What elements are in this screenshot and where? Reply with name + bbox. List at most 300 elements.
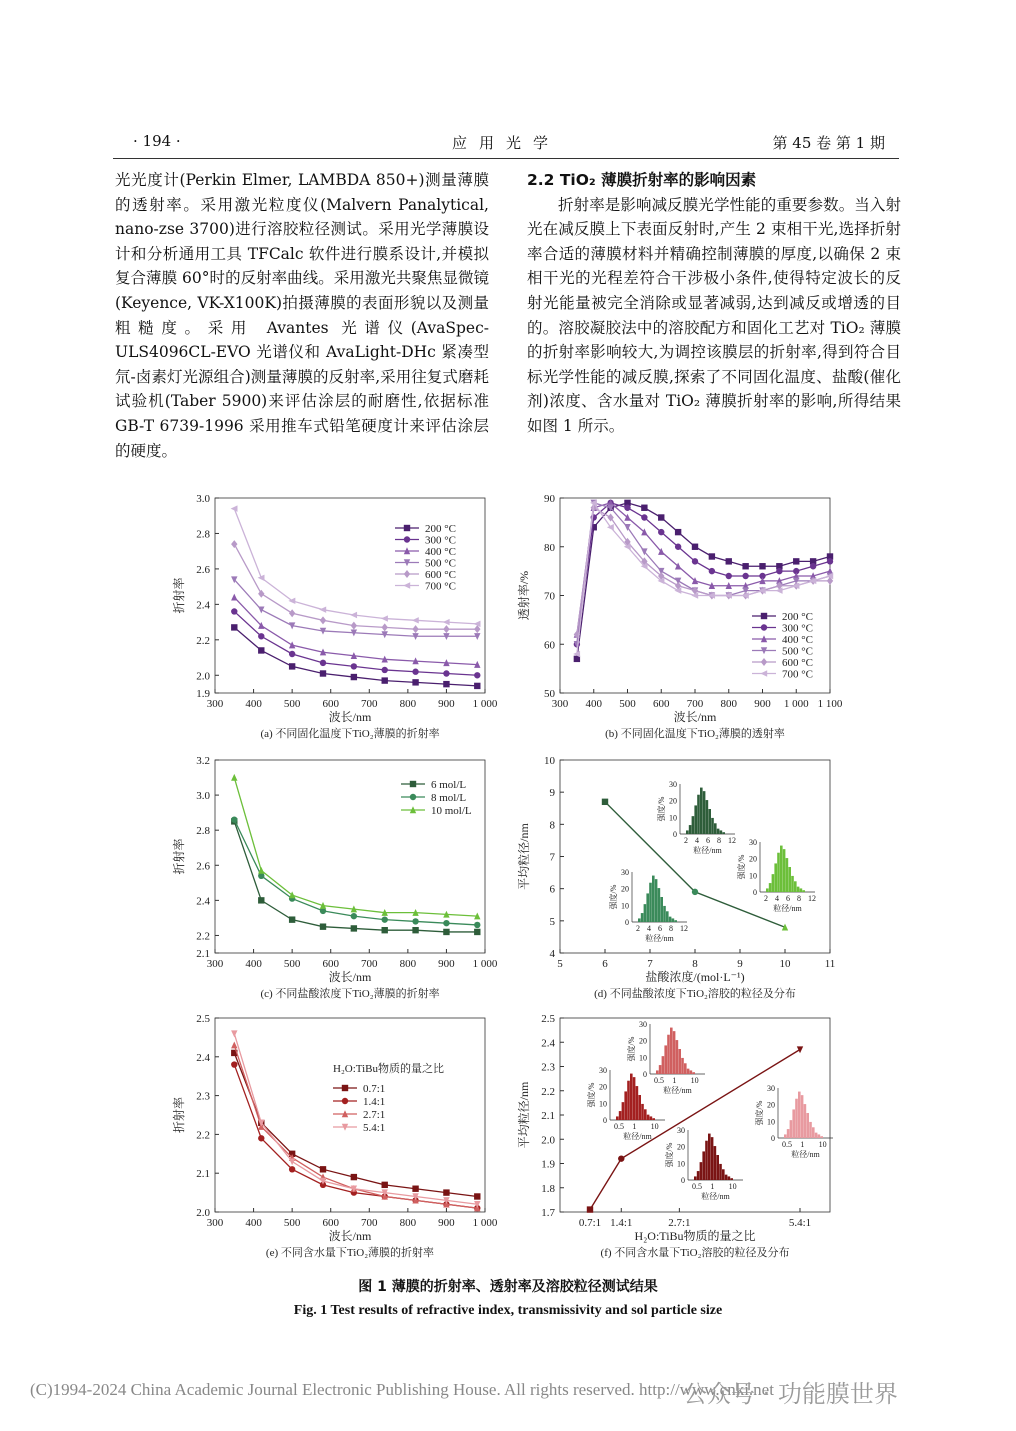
- data-point: [474, 922, 480, 928]
- inset-y-tick: 20: [639, 1036, 647, 1046]
- y-tick-label: 3.0: [196, 493, 210, 505]
- y-tick-label: 4: [549, 948, 555, 960]
- data-point: [641, 514, 647, 520]
- histogram-bar: [636, 1086, 639, 1120]
- data-point: [289, 663, 295, 669]
- x-tick-label: 300: [551, 698, 569, 710]
- chart-c: [171, 755, 498, 1000]
- chart-caption: (c) 不同盐酸浓度下TiO₂薄膜的折射率: [260, 988, 440, 1000]
- inset-x-label: 粒径/nm: [623, 1132, 652, 1141]
- data-point: [412, 927, 418, 933]
- data-point: [231, 624, 237, 630]
- x-tick-label: 7: [647, 958, 653, 970]
- inset-y-tick: 0: [753, 888, 757, 897]
- x-axis-label: H₂O:TiBu物质的量之比: [634, 1229, 756, 1243]
- y-tick-label: 3.0: [196, 790, 210, 803]
- x-axis-label: 盐酸浓度/(mol·L⁻¹): [645, 970, 745, 984]
- y-tick-label: 80: [544, 541, 555, 554]
- histogram-bar: [644, 904, 647, 922]
- data-point: [231, 1061, 237, 1067]
- inset-x-tick: 1: [800, 1140, 805, 1149]
- legend-marker: [761, 613, 767, 619]
- histogram-bar: [652, 876, 655, 922]
- legend-label: 5.4:1: [363, 1122, 386, 1134]
- histogram-bar: [711, 1137, 714, 1180]
- histogram-bar: [644, 1109, 647, 1120]
- chart-d: [516, 755, 835, 1000]
- histogram-bar: [730, 1178, 733, 1180]
- y-tick-label: 2.2: [196, 1129, 210, 1142]
- x-tick-label: 600: [322, 1217, 339, 1229]
- legend-label: 0.7:1: [363, 1083, 386, 1095]
- inset-x-label: 粒径/nm: [663, 1086, 692, 1095]
- legend-label: 1.4:1: [363, 1096, 386, 1108]
- data-point: [231, 774, 237, 781]
- data-point: [382, 667, 388, 673]
- y-tick-label: 2.4: [196, 599, 210, 612]
- chart-e: [171, 1013, 498, 1259]
- histogram-bar: [669, 917, 672, 922]
- x-tick-label: 5.4:1: [788, 1217, 812, 1229]
- inset-x-tick: 8: [669, 924, 673, 933]
- histogram-bar: [684, 1063, 687, 1074]
- inset-x-tick: 0.5: [692, 1182, 702, 1191]
- data-point: [320, 1166, 326, 1172]
- data-point: [289, 609, 295, 617]
- histogram-bar: [725, 1175, 728, 1180]
- inset-x-tick: 12: [808, 894, 816, 903]
- data-point: [692, 889, 698, 895]
- x-tick-label: 0.7:1: [578, 1217, 602, 1229]
- histogram-bar: [802, 890, 805, 892]
- x-tick-label: 1 000: [783, 698, 809, 710]
- data-point: [474, 683, 480, 689]
- legend-label: 200 °C: [425, 523, 456, 535]
- histogram-bar: [722, 832, 725, 834]
- y-tick-label: 6: [549, 883, 555, 896]
- x-tick-label: 900: [438, 958, 455, 970]
- x-tick-label: 9: [737, 958, 743, 970]
- data-point: [474, 1193, 480, 1199]
- data-point: [351, 925, 357, 931]
- data-point: [350, 612, 357, 618]
- legend-label: 2.7:1: [363, 1109, 386, 1121]
- histogram-bar: [774, 863, 777, 892]
- data-point: [231, 1030, 237, 1037]
- inset-y-label: 强度/%: [737, 854, 746, 880]
- legend-label: 600 °C: [425, 569, 456, 581]
- data-point: [382, 1182, 388, 1188]
- data-point: [258, 647, 264, 653]
- figure-caption-cn: 图 1 薄膜的折射率、透射率及溶胶粒径测试结果: [358, 1279, 658, 1295]
- data-point: [351, 622, 357, 630]
- data-point: [289, 891, 295, 898]
- inset-x-tick: 8: [797, 894, 801, 903]
- histogram-bar: [815, 1133, 818, 1138]
- chart-caption: (b) 不同固化温度下TiO₂薄膜的透射率: [605, 728, 785, 740]
- histogram-bar: [663, 906, 666, 922]
- x-tick-label: 400: [245, 1217, 262, 1229]
- data-point: [351, 663, 357, 669]
- inset-y-tick: 0: [603, 1116, 607, 1125]
- y-tick-label: 1.9: [541, 1158, 555, 1171]
- y-tick-label: 2.2: [541, 1085, 555, 1098]
- data-point: [797, 1046, 803, 1053]
- histogram-bar: [647, 1115, 650, 1120]
- y-tick-label: 7: [549, 851, 555, 864]
- y-tick-label: 2.0: [541, 1134, 555, 1147]
- data-point: [618, 1155, 624, 1161]
- data-point: [709, 568, 715, 574]
- legend-label: 700 °C: [782, 668, 813, 681]
- inset-x-label: 粒径/nm: [693, 846, 722, 855]
- histogram-bar: [692, 1072, 695, 1074]
- copyright-footer: (C)1994-2024 China Academic Journal Electronic Publishing House. All rights reserved. http://www.cnki.net: [30, 1380, 774, 1399]
- histogram-bar: [616, 1116, 619, 1120]
- histogram-bar: [769, 883, 772, 892]
- histogram-bar: [708, 1134, 711, 1180]
- histogram-bar: [717, 829, 720, 834]
- data-point: [258, 897, 264, 903]
- data-point: [675, 529, 681, 535]
- histogram-inset: [736, 838, 816, 913]
- data-point: [607, 524, 614, 530]
- data-point: [412, 617, 419, 623]
- histogram-bar: [780, 846, 783, 892]
- inset-y-tick: 10: [677, 1159, 685, 1169]
- data-point: [289, 1158, 295, 1165]
- histogram-inset: [664, 1126, 743, 1201]
- inset-y-tick: 30: [669, 780, 677, 789]
- inset-x-tick: 2: [684, 836, 688, 845]
- y-tick-label: 2.4: [541, 1037, 555, 1050]
- histogram-bar: [649, 883, 652, 922]
- legend-label: 600 °C: [782, 657, 813, 669]
- x-tick-label: 1 000: [472, 1217, 498, 1229]
- legend-marker: [404, 536, 410, 542]
- data-point: [231, 816, 237, 822]
- legend-title: H₂O:TiBu物质的量之比: [333, 1063, 445, 1075]
- data-point: [658, 529, 664, 535]
- histogram-bar: [812, 1127, 815, 1138]
- inset-x-label: 粒径/nm: [701, 1192, 730, 1201]
- x-tick-label: 1.4:1: [610, 1217, 633, 1229]
- histogram-bar: [705, 1141, 708, 1180]
- histogram-bar: [784, 1134, 787, 1138]
- x-tick-label: 400: [585, 698, 602, 710]
- inset-x-tick: 4: [695, 836, 699, 845]
- histogram-bar: [792, 1109, 795, 1138]
- inset-x-tick: 0.5: [614, 1122, 624, 1131]
- right-paragraph: 折射率是影响减反膜光学性能的重要参数。当入射光在减反膜上下表面反射时,产生 2 束相干光,选择折射率合适的薄膜材料并精确控制薄膜的厚度,以确保 2 束相干光的光程差符合干涉极小条件,使得特定波长的反射光能量被完全消除或显著减弱,达到减反或增透的目的。溶胶凝胶法中的溶胶配方和固化工艺对 TiO₂ 薄膜的折射率影响较大,为调控该膜层的折射率,得到符合目标光学性能的减反膜,探索了不同固化温度、盐酸(催化剂)浓度、含水量对 TiO₂ 薄膜折射率的影响,所得结果如图 1 所示。: [527, 195, 901, 435]
- page-number: · 194 ·: [133, 132, 181, 150]
- chart-caption: (e) 不同含水量下TiO₂薄膜的折射率: [265, 1247, 435, 1259]
- histogram-bar: [655, 879, 658, 922]
- inset-x-tick: 2: [764, 894, 768, 903]
- legend-label: 6 mol/L: [431, 779, 467, 791]
- inset-y-tick: 0: [681, 1176, 685, 1185]
- data-point: [443, 681, 449, 687]
- histogram-bar: [766, 888, 769, 892]
- histogram-bar: [674, 920, 677, 922]
- page-header: [113, 130, 899, 154]
- inset-y-tick: 20: [767, 1100, 775, 1110]
- histogram-bar: [670, 1028, 673, 1074]
- legend-marker: [410, 794, 416, 800]
- y-tick-label: 2.3: [196, 1090, 210, 1103]
- y-tick-label: 2.2: [196, 634, 210, 647]
- histogram-bar: [656, 1070, 659, 1074]
- histogram-inset: [608, 868, 688, 943]
- data-point: [474, 672, 480, 678]
- inset-y-tick: 10: [767, 1117, 775, 1127]
- x-tick-label: 300: [206, 698, 224, 710]
- histogram-bar: [662, 1056, 665, 1074]
- data-point: [587, 1206, 593, 1212]
- histogram-bar: [667, 1035, 670, 1074]
- x-tick-label: 600: [322, 698, 339, 710]
- histogram-bar: [630, 1074, 633, 1120]
- histogram-bar: [791, 876, 794, 892]
- y-tick-label: 2.5: [196, 1013, 210, 1025]
- legend-label: 400 °C: [425, 546, 456, 558]
- inset-x-tick: 6: [786, 894, 790, 903]
- histogram-bar: [633, 1077, 636, 1120]
- inset-x-tick: 1: [632, 1122, 637, 1131]
- x-tick-label: 900: [438, 698, 455, 710]
- legend-marker: [760, 670, 767, 676]
- legend-marker: [342, 1098, 348, 1104]
- histogram-bar: [722, 1169, 725, 1180]
- x-tick-label: 800: [399, 958, 417, 970]
- inset-x-tick: 10: [818, 1140, 827, 1149]
- histogram-bar: [787, 1129, 790, 1138]
- inset-x-tick: 12: [680, 924, 688, 933]
- data-point: [443, 929, 449, 935]
- right-column: [527, 168, 901, 439]
- x-tick-label: 500: [283, 698, 301, 710]
- left-paragraph: 光光度计(Perkin Elmer, LAMBDA 850+)测量薄膜的透射率。采用激光粒度仪(Malvern Panalytical, nano-zse 3700)进行溶胶粒径测试。采用光学薄膜设计和分析通用工具 TFCalc 软件进行膜系设计,并模拟复合薄膜 60°时的反射率曲线。采用激光共聚焦显微镜(Keyence, VK-X100K)拍摄薄膜的表面形貌以及测量粗糙度。采用 Avantes 光谱仪(AvaSpec-ULS4096CL-EVO 光谱仪和 AvaLight-DHc 紧凑型氘-卤素灯光源组合)测量薄膜的反射率,采用往复式磨耗试验机(Taber 5900)来评估涂层的耐磨性,依据标准 GB-T 6739-1996 采用推车式铅笔硬度计来评估涂层的硬度。: [115, 171, 489, 460]
- issue-info: 第 45 卷 第 1 期: [772, 134, 885, 152]
- inset-y-label: 强度/%: [609, 884, 618, 910]
- y-axis-label: 折射率: [172, 577, 186, 614]
- inset-x-tick: 0.5: [782, 1140, 792, 1149]
- histogram-bar: [794, 881, 797, 892]
- journal-title: 应用光学: [451, 134, 560, 152]
- data-point: [443, 619, 450, 625]
- inset-x-label: 粒径/nm: [773, 904, 802, 913]
- histogram-bar: [690, 1070, 693, 1074]
- legend-label: 500 °C: [782, 645, 813, 658]
- legend-marker: [761, 658, 767, 666]
- x-tick-label: 500: [619, 698, 636, 710]
- x-tick-label: 700: [686, 698, 704, 710]
- x-tick-label: 800: [720, 698, 737, 710]
- x-tick-label: 600: [322, 958, 339, 970]
- histogram-bar: [646, 893, 649, 922]
- x-tick-label: 300: [206, 958, 224, 970]
- plot-frame: [560, 760, 830, 953]
- data-point: [231, 505, 238, 511]
- histogram-bar: [619, 1111, 622, 1120]
- chart-caption: (d) 不同盐酸浓度下TiO₂溶胶的粒径及分布: [594, 988, 796, 1000]
- inset-y-tick: 0: [673, 830, 677, 839]
- x-axis-label: 波长/nm: [328, 970, 372, 984]
- inset-x-label: 粒径/nm: [645, 934, 674, 943]
- x-tick-label: 5: [557, 958, 563, 970]
- y-axis-label: 透射率/%: [517, 570, 531, 621]
- inset-y-tick: 10: [639, 1053, 647, 1063]
- inset-y-tick: 0: [643, 1070, 647, 1079]
- legend-label: 300 °C: [425, 534, 456, 547]
- histogram-bar: [694, 1176, 697, 1180]
- data-point: [443, 920, 449, 926]
- data-point: [289, 1166, 295, 1172]
- x-tick-label: 1 000: [472, 698, 498, 710]
- data-point: [351, 1174, 357, 1180]
- data-point: [742, 573, 748, 579]
- inset-y-label: 强度/%: [627, 1036, 636, 1062]
- y-tick-label: 2.2: [196, 930, 210, 943]
- y-tick-label: 50: [544, 688, 555, 700]
- histogram-bar: [624, 1091, 627, 1120]
- x-tick-label: 700: [361, 698, 378, 710]
- inset-x-tick: 6: [706, 836, 710, 845]
- histogram-bar: [777, 853, 780, 892]
- data-point: [319, 606, 326, 612]
- data-point: [675, 544, 681, 550]
- x-tick-label: 11: [824, 958, 836, 970]
- histogram-bar: [638, 918, 641, 922]
- plot-frame: [215, 1018, 485, 1212]
- histogram-bar: [638, 1095, 641, 1120]
- legend-label: 10 mol/L: [431, 805, 472, 817]
- histogram-bar: [681, 1058, 684, 1074]
- histogram-bar: [658, 888, 661, 922]
- histogram-bar: [694, 805, 697, 834]
- histogram-bar: [697, 1171, 700, 1180]
- inset-x-label: 粒径/nm: [791, 1150, 820, 1159]
- data-point: [412, 918, 418, 924]
- data-point: [793, 558, 799, 564]
- data-point: [412, 1186, 418, 1192]
- inset-y-tick: 30: [677, 1126, 685, 1135]
- x-tick-label: 900: [438, 1217, 455, 1229]
- histogram-bar: [700, 788, 703, 834]
- chart-caption: (f) 不同含水量下TiO₂溶胶的粒径及分布: [600, 1247, 790, 1259]
- inset-y-label: 强度/%: [755, 1100, 764, 1126]
- chart-b: [516, 493, 843, 740]
- histogram-bar: [686, 830, 689, 834]
- data-point: [443, 670, 449, 676]
- x-tick-label: 1 100: [817, 698, 843, 710]
- data-point: [320, 923, 326, 929]
- data-point: [289, 916, 295, 922]
- histogram-bar: [728, 1176, 731, 1180]
- data-point: [382, 916, 388, 922]
- histogram-bar: [800, 888, 803, 892]
- y-tick-label: 60: [544, 639, 555, 652]
- y-tick-label: 8: [549, 819, 555, 832]
- inset-y-tick: 10: [749, 871, 757, 881]
- histogram-bar: [622, 1102, 625, 1120]
- legend-label: 200 °C: [782, 611, 813, 623]
- histogram-bar: [697, 795, 700, 834]
- inset-x-tick: 4: [775, 894, 779, 903]
- y-tick-label: 1.7: [541, 1207, 555, 1219]
- y-tick-label: 2.4: [196, 1051, 210, 1064]
- inset-x-tick: 10: [728, 1182, 737, 1191]
- inset-y-tick: 0: [771, 1134, 775, 1143]
- figure-caption-en: Fig. 1 Test results of refractive index, transmissivity and sol particle size: [293, 1303, 723, 1318]
- histogram-bar: [652, 1118, 655, 1120]
- histogram-bar: [801, 1095, 804, 1138]
- legend-label: 8 mol/L: [431, 792, 467, 804]
- data-point: [474, 929, 480, 935]
- inset-x-tick: 12: [728, 836, 736, 845]
- y-tick-label: 5: [549, 915, 555, 928]
- histogram-bar: [720, 830, 723, 834]
- data-point: [289, 651, 295, 657]
- data-point: [320, 616, 326, 624]
- header-rule: [113, 158, 899, 159]
- y-tick-label: 1.8: [541, 1182, 555, 1195]
- histogram-bar: [809, 1122, 812, 1138]
- data-point: [351, 913, 357, 919]
- data-point: [382, 677, 388, 683]
- x-tick-label: 500: [283, 958, 301, 970]
- y-tick-label: 2.8: [196, 528, 210, 541]
- histogram-bar: [692, 816, 695, 834]
- inset-y-tick: 20: [677, 1142, 685, 1152]
- x-tick-label: 6: [602, 958, 608, 970]
- x-tick-label: 2.7:1: [668, 1217, 691, 1229]
- histogram-bar: [714, 1146, 717, 1180]
- data-point: [827, 558, 833, 564]
- y-tick-label: 2.1: [196, 1168, 210, 1181]
- data-point: [624, 505, 630, 511]
- histogram-bar: [714, 823, 717, 834]
- left-column: [115, 168, 489, 463]
- inset-x-tick: 10: [650, 1122, 659, 1131]
- inset-x-tick: 2: [636, 924, 640, 933]
- legend-marker: [403, 582, 410, 588]
- histogram-bar: [804, 1104, 807, 1138]
- histogram-bar: [798, 1092, 801, 1138]
- legend-marker: [410, 781, 416, 787]
- y-tick-label: 10: [544, 755, 555, 767]
- histogram-bar: [666, 911, 669, 922]
- inset-y-tick: 0: [625, 918, 629, 927]
- data-point: [258, 633, 264, 639]
- histogram-bar: [772, 874, 775, 892]
- histogram-bar: [790, 1120, 793, 1138]
- data-point: [382, 927, 388, 933]
- inset-y-tick: 30: [767, 1084, 775, 1093]
- inset-x-tick: 1: [672, 1076, 677, 1085]
- histogram-bar: [716, 1155, 719, 1180]
- x-tick-label: 10: [779, 958, 791, 970]
- y-axis-label: 折射率: [172, 838, 186, 875]
- x-tick-label: 8: [692, 958, 698, 970]
- legend-marker: [404, 570, 410, 578]
- y-tick-label: 1.9: [196, 688, 210, 700]
- legend-marker: [761, 624, 767, 630]
- data-point: [320, 660, 326, 666]
- data-point: [658, 514, 664, 520]
- inset-y-label: 强度/%: [587, 1082, 596, 1108]
- inset-x-tick: 4: [647, 924, 651, 933]
